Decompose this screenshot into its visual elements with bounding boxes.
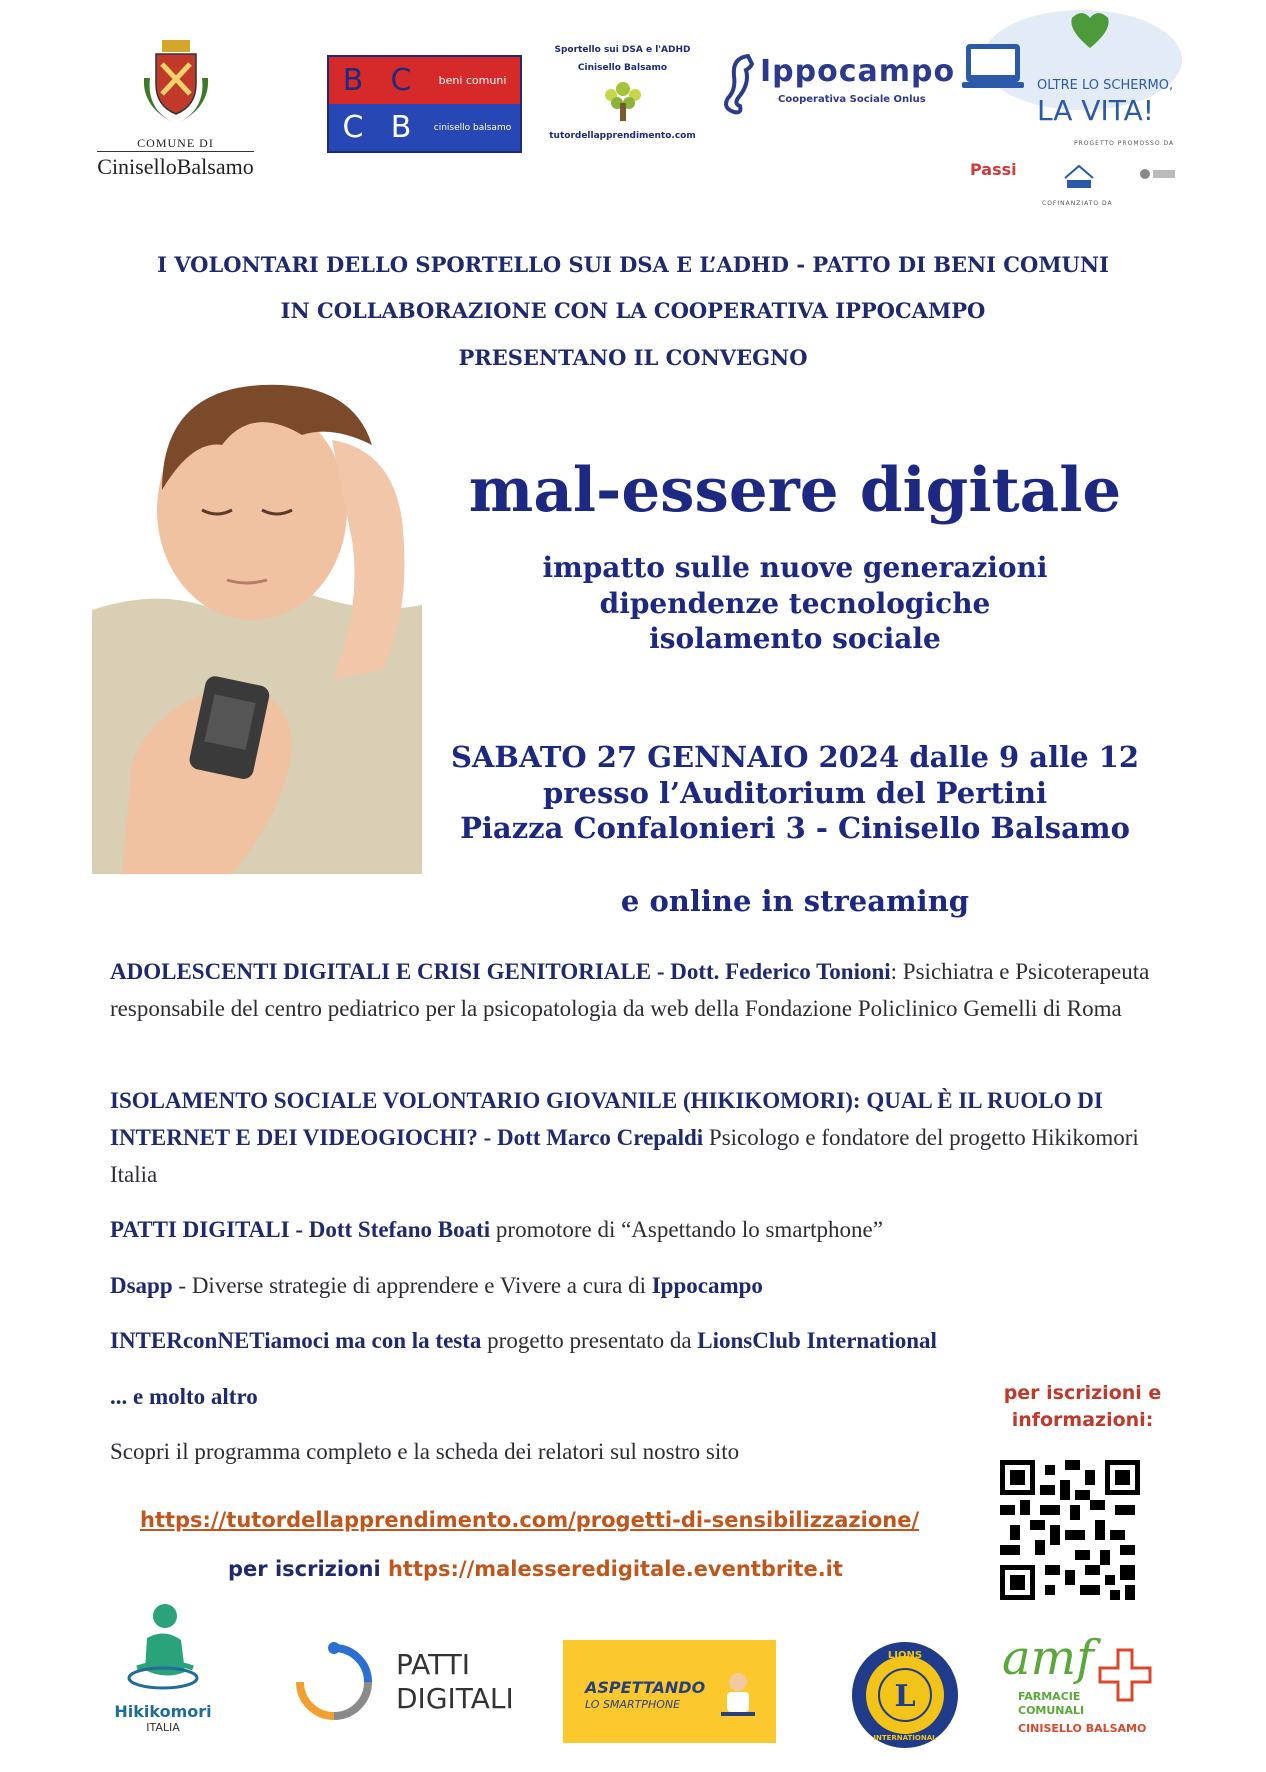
program-item-title: ADOLESCENTI DIGITALI E CRISI GENITORIALE - Dott. Federico Tonioni <box>110 959 891 984</box>
amf-line3: CINISELLO BALSAMO <box>1018 1722 1147 1735</box>
bcb-letter: B <box>377 104 425 151</box>
oltre-line2: LA VITA! <box>1037 94 1155 127</box>
program-item <box>110 1322 1190 1359</box>
waiting-person-icon <box>713 1668 763 1724</box>
registration-prefix: per iscrizioni <box>228 1557 381 1581</box>
event-title: mal-essere digitale <box>468 455 1122 526</box>
hikikomori-figure-icon <box>123 1598 203 1698</box>
program-site-link[interactable]: https://tutordellapprendimento.com/progetti-di-sensibilizzazione/ <box>140 1508 920 1532</box>
patti-line1: PATTI <box>396 1648 471 1681</box>
header-line-1: I VOLONTARI DELLO SPORTELLO SUI DSA E L’ADHD - PATTO DI BENI COMUNI <box>157 252 1109 277</box>
sportello-title: Sportello sui DSA e l'ADHD <box>554 45 691 55</box>
tree-icon <box>593 73 653 123</box>
event-date: SABATO 27 GENNAIO 2024 dalle 9 alle 12 <box>450 740 1140 774</box>
lions-letter: L <box>894 1679 916 1714</box>
hikikomori-italia-logo <box>108 1598 218 1738</box>
lions-international-logo <box>850 1640 960 1750</box>
comune-label: COMUNE DI <box>137 136 214 150</box>
header-line-3: PRESENTANO IL CONVEGNO <box>458 345 808 370</box>
promoted-by-label: PROGETTO PROMOSSO DA <box>1074 140 1175 147</box>
program-details-note: Scopri il programma completo e la scheda dei relatori sul nostro sito <box>110 1439 740 1464</box>
bcb-top-label: beni comuni <box>425 57 520 104</box>
program-item-title: Dsapp <box>110 1273 173 1298</box>
sportello-dsa-logo <box>545 45 700 155</box>
amf-name: amf <box>1002 1630 1094 1686</box>
program-item-organizer: Ippocampo <box>651 1273 763 1298</box>
program-item-description: promotore di “Aspettando lo smartphone” <box>490 1217 883 1242</box>
ippocampo-logo <box>722 52 956 122</box>
ippocampo-subtitle: Cooperativa Sociale Onlus <box>778 94 926 105</box>
header-line-2: IN COLLABORAZIONE CON LA COOPERATIVA IPPOCAMPO <box>280 298 986 323</box>
amf-farmacie-logo <box>1000 1630 1160 1740</box>
funded-by-label: COFINANZIATO DA <box>1042 200 1113 207</box>
lions-top-label: LIONS <box>887 1650 923 1661</box>
registration-line <box>228 1557 843 1581</box>
program-item <box>110 1211 1190 1248</box>
beni-comuni-logo <box>327 55 522 153</box>
hikikomori-name: Hikikomori <box>114 1702 212 1721</box>
ippocampo-name: Ippocampo <box>760 54 956 89</box>
aspettando-lo-smartphone-logo <box>563 1640 776 1743</box>
aspettando-line1: ASPETTANDO <box>585 1678 706 1697</box>
lions-emblem-icon <box>850 1640 960 1750</box>
registration-label: per iscrizioni e informazioni: <box>1003 1382 1162 1431</box>
event-subtitle-3: isolamento sociale <box>649 622 941 655</box>
amf-line2: COMUNALI <box>1018 1704 1085 1717</box>
bcb-letter: C <box>329 104 377 151</box>
oltre-lo-schermo-logo <box>962 10 1192 225</box>
bcb-letter: B <box>329 57 377 104</box>
patti-digitali-ring-icon <box>292 1640 376 1724</box>
lions-bottom-label: INTERNATIONAL <box>873 1734 937 1742</box>
program-item-description: progetto presentato da <box>481 1328 698 1353</box>
partner-logos-icon <box>1057 158 1177 192</box>
program-item-organizer: LionsClub International <box>697 1328 937 1353</box>
program-item-description: - Diverse strategie di apprendere e Vivere a cura di <box>172 1273 652 1298</box>
boy-with-phone-photo <box>92 380 422 874</box>
comune-cinisello-logo <box>78 38 273 178</box>
event-online: e online in streaming <box>620 884 970 918</box>
event-address: Piazza Confalonieri 3 - Cinisello Balsamo <box>460 811 1130 845</box>
oltre-line1: OLTRE LO SCHERMO, <box>1037 78 1174 93</box>
hikikomori-sub: ITALIA <box>146 1721 180 1734</box>
program-item-title: PATTI DIGITALI - Dott Stefano Boati <box>110 1217 491 1242</box>
patti-line2: DIGITALI <box>396 1682 514 1715</box>
amf-line1: FARMACIE <box>1018 1690 1081 1703</box>
program-item <box>110 1082 1190 1193</box>
city-name: CiniselloBalsamo <box>97 151 253 180</box>
program-item <box>110 953 1190 1027</box>
aspettando-line2: LO SMARTPHONE <box>585 1698 681 1711</box>
program-item-title: ... e molto altro <box>110 1384 258 1409</box>
program-item-description: : Psichiatra e Psicoterapeuta responsabile del centro pediatrico per la psicopatologia da web della Fondazione Policlinico Gemelli di Roma <box>110 959 1150 1021</box>
patti-digitali-logo <box>292 1640 522 1720</box>
pharmacy-cross-icon <box>1098 1648 1152 1702</box>
event-venue: presso l’Auditorium del Pertini <box>542 776 1048 810</box>
bcb-bottom-label: cinisello balsamo <box>425 104 520 151</box>
sportello-city: Cinisello Balsamo <box>577 63 668 73</box>
program-item-title: INTERconNETiamoci ma con la testa <box>110 1328 482 1353</box>
program-item-description: Psicologo e fondatore del progetto Hikikomori Italia <box>110 1125 1139 1187</box>
coat-of-arms-icon <box>136 38 216 130</box>
sportello-website: tutordellapprendimento.com <box>549 131 696 141</box>
eventbrite-link[interactable]: https://malesseredigitale.eventbrite.it <box>387 1557 843 1581</box>
qr-code[interactable] <box>1000 1460 1140 1600</box>
program-item <box>110 1267 1190 1304</box>
seahorse-icon <box>722 52 762 118</box>
piccoli-passi-logo: Passi <box>970 160 1017 179</box>
bcb-letter: C <box>377 57 425 104</box>
event-subtitle-2: dipendenze tecnologiche <box>599 587 991 620</box>
program-item-title: ISOLAMENTO SOCIALE VOLONTARIO GIOVANILE (HIKIKOMORI): QUAL È IL RUOLO DI INTERNET E DEI VIDEOGIOCHI? - Dott Marco Crepaldi <box>110 1088 1103 1150</box>
event-subtitle-1: impatto sulle nuove generazioni <box>542 551 1048 584</box>
